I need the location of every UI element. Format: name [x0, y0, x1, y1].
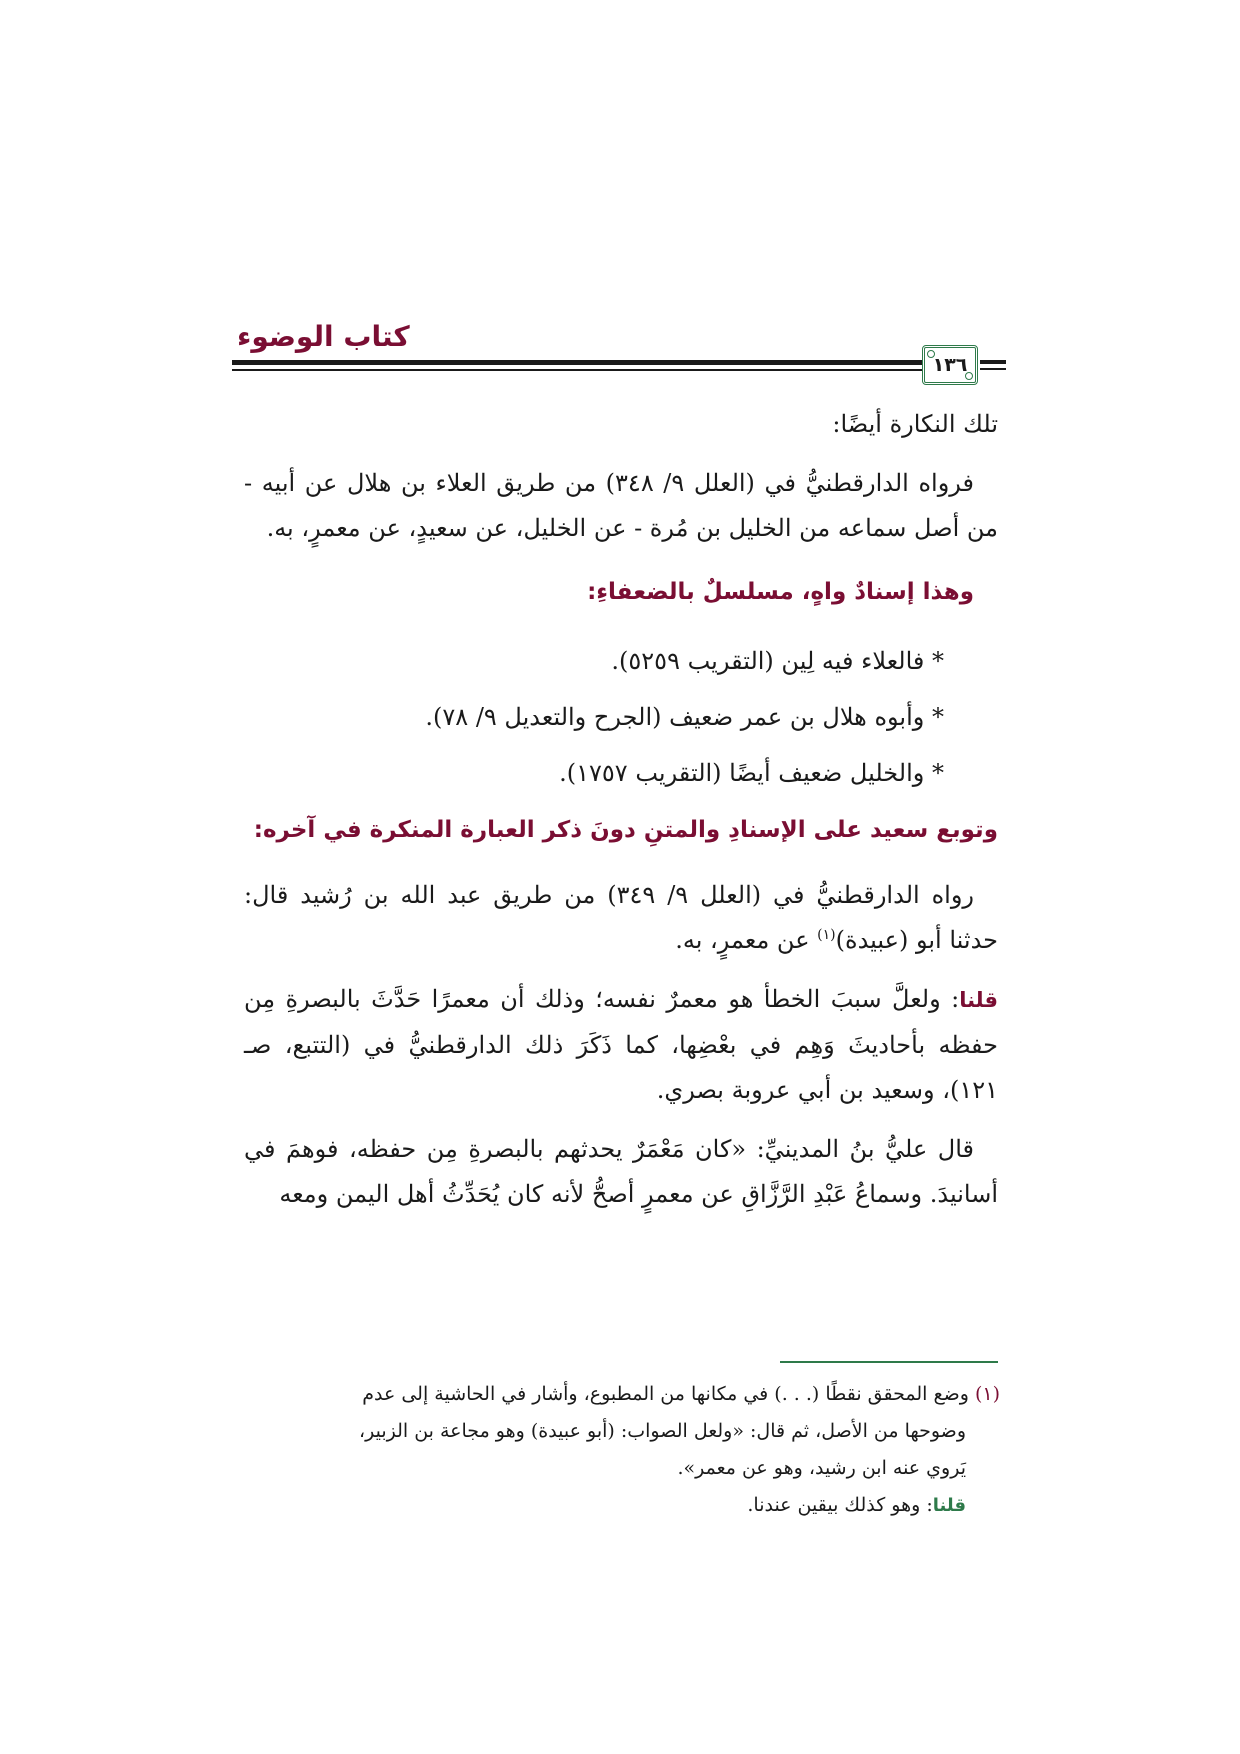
page-number: ١٣٦	[932, 354, 968, 376]
footnote-line-2: وضوحها من الأصل، ثم قال: «ولعل الصواب: (أبو عبيدة) وهو مجاعة بن الزبير،	[358, 1420, 966, 1442]
bullet-item: * فالعلاء فيه لِين (التقريب ٥٢٥٩).	[611, 647, 944, 675]
paragraph-4-text: : ولعلَّ سببَ الخطأ هو معمرٌ نفسه؛ وذلك أن معمرًا حَدَّثَ بالبصرةِ مِن حفظه بأحاديثَ وَهِم في بعْضِها، كما ذَكَرَ ذلك الدارقطنيُّ في (التتبع، صـ ١٢١)، وسعيد بن أبي عروبة بصري.	[244, 985, 998, 1104]
section-heading-1: وهذا إسنادٌ واهٍ، مسلسلٌ بالضعفاءِ:	[587, 579, 974, 605]
footnote-line-1: وضع المحقق نقطًا (. . .) في مكانها من المطبوع، وأشار في الحاشية إلى عدم	[362, 1383, 975, 1405]
header-rule-thick	[232, 360, 948, 365]
footnote-line-3: يَروي عنه ابن رشيد، وهو عن معمر».	[677, 1457, 966, 1479]
footnotes	[240, 1376, 1000, 1524]
paragraph-1: تلك النكارة أيضًا:	[832, 410, 998, 438]
bullet-item: * والخليل ضعيف أيضًا (التقريب ١٧٥٧).	[559, 759, 944, 787]
footnote-line-4: : وهو كذلك بيقين عندنا.	[747, 1494, 933, 1516]
main-text	[244, 402, 998, 1217]
footnote-number: (١)	[974, 1383, 1000, 1405]
page-number-badge	[922, 345, 978, 385]
book-title: كتاب الوضوء	[237, 320, 410, 353]
header-rule-right-thick	[980, 360, 1006, 364]
header-rule-right-thin	[980, 368, 1006, 370]
paragraph-5: قال عليُّ بنُ المدينيِّ: «كان مَعْمَرٌ يحدثهم بالبصرةِ مِن حفظه، فوهمَ في أسانيدَ. وسماعُ عَبْدِ الرَّزَّاقِ عن معمرٍ أصحُّ لأنه كان يُحَدِّثُ أهل اليمن ومعه	[244, 1135, 998, 1208]
footnote-separator	[780, 1361, 998, 1363]
footnote-line	[240, 1376, 1000, 1413]
paragraph-3	[244, 873, 998, 963]
qulna-label: قلنا	[959, 988, 998, 1012]
page-header	[232, 310, 1006, 390]
paragraph-3-end: عن معمرٍ، به.	[675, 926, 818, 954]
footnote-line	[240, 1487, 1000, 1524]
paragraph-2: فرواه الدارقطنيُّ في (العلل ٩/ ٣٤٨) من طريق العلاء بن هلال عن أبيه - من أصل سماعه من الخليل بن مُرة - عن الخليل، عن سعيدٍ، عن معمرٍ، به.	[244, 469, 998, 542]
paragraph-4	[244, 977, 998, 1113]
bullet-item: * وأبوه هلال بن عمر ضعيف (الجرح والتعديل ٩/ ٧٨).	[425, 703, 944, 731]
header-rule-thin	[232, 369, 948, 371]
paragraph-3-text: رواه الدارقطنيُّ في (العلل ٩/ ٣٤٩) من طريق عبد الله بن رُشيد قال: حدثنا أبو (عبيدة)	[244, 881, 998, 954]
footnote-ref: (١)	[817, 927, 836, 943]
section-heading-2: وتوبع سعيد على الإسنادِ والمتنِ دونَ ذكر العبارة المنكرة في آخره:	[253, 817, 998, 843]
footnote-qulna-label: قلنا	[932, 1495, 966, 1516]
